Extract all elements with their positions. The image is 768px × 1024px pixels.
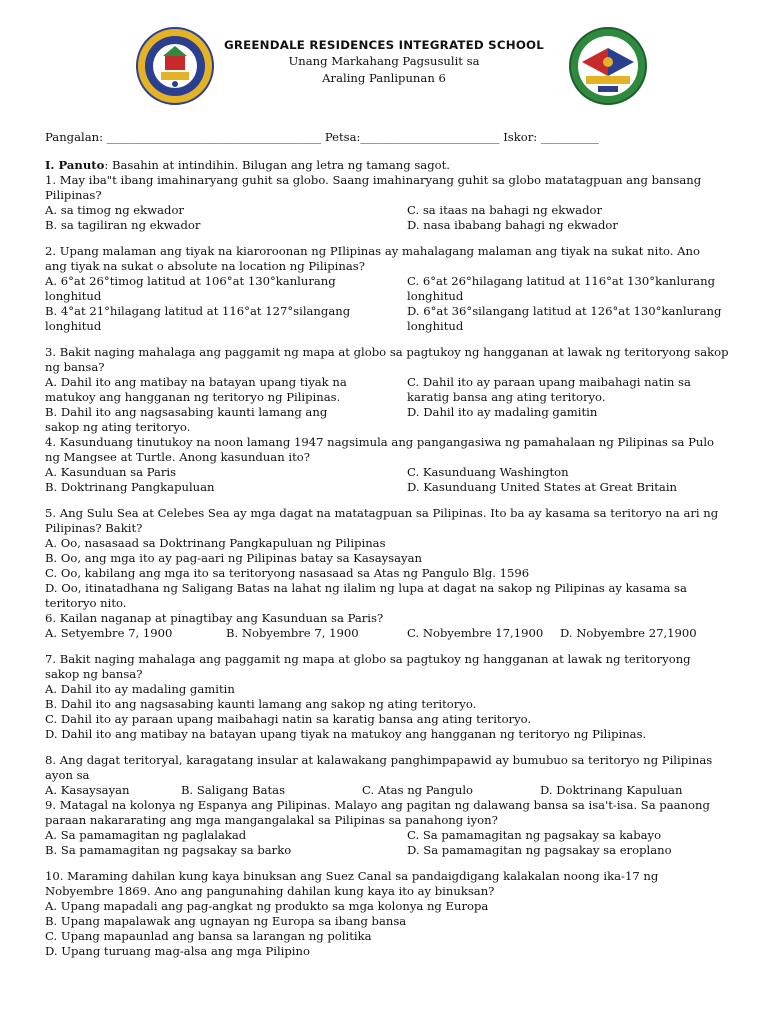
q2-choice-a-cont: longhitud xyxy=(45,289,102,303)
q10-choice-c: C. Upang mapaunlad ang bansa sa larangan ng politika xyxy=(45,929,372,943)
question-3-choices-row-2b xyxy=(45,420,735,435)
question-3-choices-row-2 xyxy=(45,405,735,420)
question-3-text: 3. Bakit naging mahalaga ang paggamit ng mapa at globo sa pagtukoy ng hangganan at lawak ng teritoryong sakop xyxy=(45,345,729,359)
q9-choice-d: D. Sa pamamagitan ng pagsakay sa eroplano xyxy=(407,843,672,857)
q2-choice-b: B. 4°at 21°hilagang latitud at 116°at 127°silangang xyxy=(45,304,351,318)
question-1-text-cont: Pilipinas? xyxy=(45,188,102,202)
question-3-choices-row-1 xyxy=(45,375,735,390)
q3-choice-c-cont: karatig bansa ang ating teritoryo. xyxy=(407,390,606,404)
q3-choice-a: A. Dahil ito ang matibay na batayan upang tiyak na xyxy=(45,375,347,389)
question-2-choices-row-2 xyxy=(45,304,735,319)
q4-choice-a: A. Kasunduan sa Paris xyxy=(45,465,177,479)
q4-choice-b: B. Doktrinang Pangkapuluan xyxy=(45,480,215,494)
q7-choice-a: A. Dahil ito ay madaling gamitin xyxy=(45,682,235,696)
q3-choice-d: D. Dahil ito ay madaling gamitin xyxy=(407,405,598,419)
exam-title: Unang Markahang Pagsusulit sa xyxy=(288,54,480,68)
q8-choice-d: D. Doktrinang Kapuluan xyxy=(540,783,683,797)
school-name: GREENDALE RESIDENCES INTEGRATED SCHOOL xyxy=(224,38,544,52)
question-2-text-cont: ang tiyak na sukat o absolute na location ng Pilipinas? xyxy=(45,259,365,273)
q6-choice-c: C. Nobyembre 17,1900 xyxy=(407,626,544,640)
question-2-choices-row-2b xyxy=(45,319,735,334)
q9-choice-a: A. Sa pamamagitan ng paglalakad xyxy=(45,828,247,842)
q7-choice-c: C. Dahil ito ay paraan upang maibahagi natin sa karatig bansa ang ating teritoryo. xyxy=(45,712,532,726)
question-8-text: 8. Ang dagat teritoryal, karagatang insular at kalawakang panghimpapawid ay bumubuo sa teritoryo ng Pilipinas xyxy=(45,753,713,767)
q7-choice-b: B. Dahil ito ang nagsasabing kaunti lamang ang sakop ng ating teritoryo. xyxy=(45,697,477,711)
instructions-label: I. Panuto xyxy=(45,158,105,172)
q5-choice-d: D. Oo, itinatadhana ng Saligang Batas na lahat ng ilalim ng lupa at dagat na sakop ng Pilipinas ay kasama sa xyxy=(45,581,687,595)
q1-choice-d: D. nasa ibabang bahagi ng ekwador xyxy=(407,218,618,232)
document-header xyxy=(0,38,768,87)
question-7-text: 7. Bakit naging mahalaga ang paggamit ng mapa at globo sa pagtukoy ng hangganan at lawak ng teritoryong xyxy=(45,652,691,666)
question-2-text: 2. Upang malaman ang tiyak na kiaroroonan ng PIlipinas ay mahalagang malaman ang tiyak na sukat nito. Ano xyxy=(45,244,700,258)
q3-choice-b-cont: sakop ng ating teritoryo. xyxy=(45,420,191,434)
q10-choice-b: B. Upang mapalawak ang ugnayan ng Europa sa ibang bansa xyxy=(45,914,407,928)
q5-choice-a: A. Oo, nasasaad sa Doktrinang Pangkapuluan ng Pilipinas xyxy=(45,536,386,550)
question-5-text-cont: Pilipinas? Bakit? xyxy=(45,521,143,535)
question-1-text: 1. May iba"t ibang imahinaryang guhit sa globo. Saang imahinaryang guhit sa globo matatagpuan ang bansang xyxy=(45,173,702,187)
question-2-choices-row-1 xyxy=(45,274,735,289)
q3-choice-b: B. Dahil ito ang nagsasabing kaunti lamang ang xyxy=(45,405,328,419)
q1-choice-c: C. sa itaas na bahagi ng ekwador xyxy=(407,203,603,217)
q2-choice-d-cont: longhitud xyxy=(407,319,464,333)
q7-choice-d: D. Dahil ito ang matibay na batayan upang tiyak na matukoy ang hangganan ng teritoryo ng Pilipinas. xyxy=(45,727,647,741)
q2-choice-c: C. 6°at 26°hilagang latitud at 116°at 130°kanlurang xyxy=(407,274,716,288)
instructions xyxy=(45,158,735,173)
question-3-text-cont: ng bansa? xyxy=(45,360,105,374)
question-2-choices-row-1b xyxy=(45,289,735,304)
question-4-choices-row-2 xyxy=(45,480,735,495)
question-5-text: 5. Ang Sulu Sea at Celebes Sea ay mga dagat na matatagpuan sa Pilipinas. Ito ba ay kasama sa teritoryo na ari ng xyxy=(45,506,719,520)
question-4-text: 4. Kasunduang tinutukoy na noon lamang 1947 nagsimula ang pangangasiwa ng pamahalaan ng Pilipinas sa Pulo xyxy=(45,435,715,449)
q8-choice-b: B. Saligang Batas xyxy=(181,783,286,797)
question-9-text-cont: paraan nakararating ang mga mangangalakal sa Pilipinas sa panahong iyon? xyxy=(45,813,498,827)
question-10-text: 10. Maraming dahilan kung kaya binuksan ang Suez Canal sa pandaigdigang kalakalan noong ika-17 ng xyxy=(45,869,659,883)
q6-choice-a: A. Setyembre 7, 1900 xyxy=(45,626,173,640)
question-7-text-cont: sakop ng bansa? xyxy=(45,667,143,681)
q8-choice-c: C. Atas ng Pangulo xyxy=(362,783,474,797)
question-9-choices-row-2 xyxy=(45,843,735,858)
q1-choice-a: A. sa timog ng ekwador xyxy=(45,203,184,217)
q10-choice-a: A. Upang mapadali ang pag-angkat ng produkto sa mga kolonya ng Europa xyxy=(45,899,489,913)
question-1-choices-row-2 xyxy=(45,218,735,233)
q1-choice-b: B. sa tagiliran ng ekwador xyxy=(45,218,201,232)
question-1-choices-row-1 xyxy=(45,203,735,218)
exam-content xyxy=(45,158,735,959)
question-8-choices xyxy=(45,783,735,798)
q3-choice-c: C. Dahil ito ay paraan upang maibahagi natin sa xyxy=(407,375,691,389)
question-9-choices-row-1 xyxy=(45,828,735,843)
subject-title: Araling Panlipunan 6 xyxy=(322,71,446,85)
question-9-text: 9. Matagal na kolonya ng Espanya ang Pilipinas. Malayo ang pagitan ng dalawang bansa sa isa't-isa. Sa paanong xyxy=(45,798,710,812)
q6-choice-b: B. Nobyembre 7, 1900 xyxy=(226,626,359,640)
question-6-text: 6. Kailan naganap at pinagtibay ang Kasunduan sa Paris? xyxy=(45,611,384,625)
question-8-text-cont: ayon sa xyxy=(45,768,90,782)
q2-choice-b-cont: longhitud xyxy=(45,319,102,333)
question-6-choices xyxy=(45,626,735,641)
q8-choice-a: A. Kasaysayan xyxy=(45,783,130,797)
q5-choice-b: B. Oo, ang mga ito ay pag-aari ng Pilipinas batay sa Kasaysayan xyxy=(45,551,422,565)
instructions-text: : Basahin at intindihin. Bilugan ang letra ng tamang sagot. xyxy=(104,158,450,172)
q6-choice-d: D. Nobyembre 27,1900 xyxy=(560,626,697,640)
question-10-text-cont: Nobyembre 1869. Ano ang pangunahing dahilan kung kaya ito ay binuksan? xyxy=(45,884,495,898)
q2-choice-a: A. 6°at 26°timog latitud at 106°at 130°kanlurang xyxy=(45,274,336,288)
q10-choice-d: D. Upang turuang mag-alsa ang mga Pilipino xyxy=(45,944,310,958)
question-3-choices-row-1b xyxy=(45,390,735,405)
q4-choice-d: D. Kasunduang United States at Great Britain xyxy=(407,480,678,494)
q5-choice-c: C. Oo, kabilang ang mga ito sa teritoryong nasasaad sa Atas ng Pangulo Blg. 1596 xyxy=(45,566,530,580)
question-4-text-cont: ng Mangsee at Turtle. Anong kasunduan ito? xyxy=(45,450,310,464)
q2-choice-d: D. 6°at 36°silangang latitud at 126°at 130°kanlurang xyxy=(407,304,722,318)
q2-choice-c-cont: longhitud xyxy=(407,289,464,303)
q5-choice-d-cont: teritoryo nito. xyxy=(45,596,127,610)
q9-choice-b: B. Sa pamamagitan ng pagsakay sa barko xyxy=(45,843,292,857)
question-4-choices-row-1 xyxy=(45,465,735,480)
q3-choice-a-cont: matukoy ang hangganan ng teritoryo ng Pilipinas. xyxy=(45,390,341,404)
q4-choice-c: C. Kasunduang Washington xyxy=(407,465,569,479)
q9-choice-c: C. Sa pamamagitan ng pagsakay sa kabayo xyxy=(407,828,662,842)
student-info-line: Pangalan: _____________________________________ Petsa:________________________ Iskor: __________ xyxy=(45,130,599,144)
